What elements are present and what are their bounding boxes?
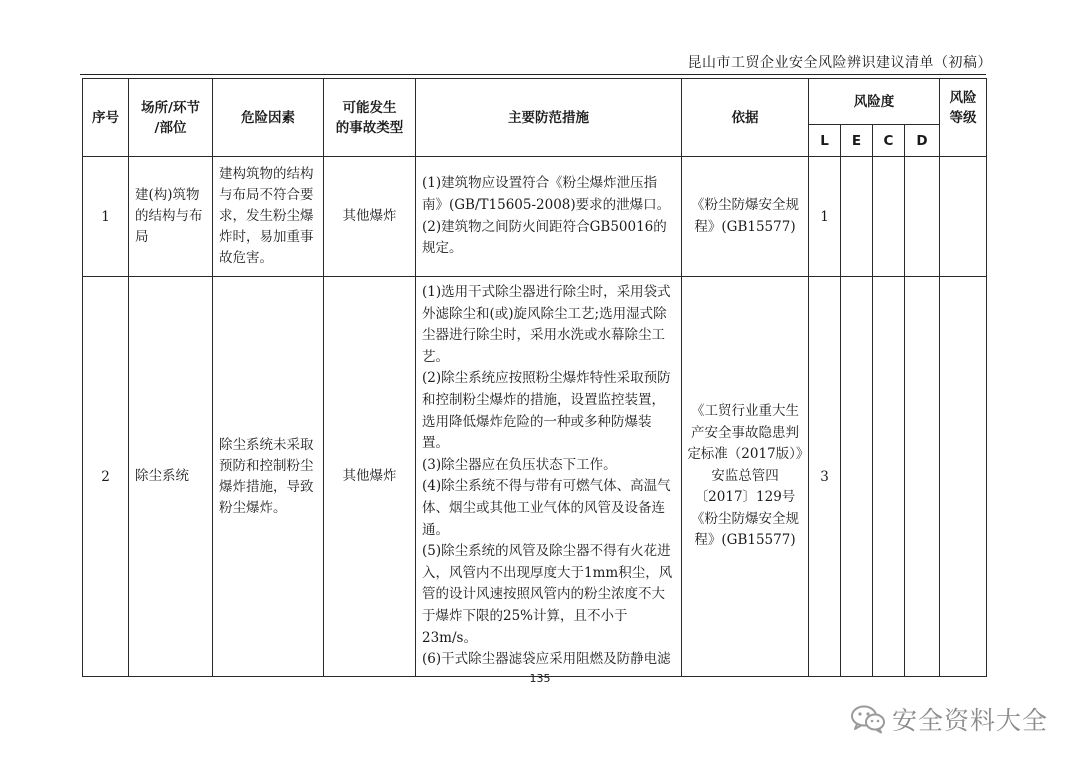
watermark xyxy=(850,701,1048,737)
row-C xyxy=(873,277,905,677)
measures-clip xyxy=(422,282,675,668)
row-level xyxy=(940,277,987,677)
row-D xyxy=(905,277,940,677)
header-location xyxy=(129,79,213,157)
row-level xyxy=(940,157,987,277)
row-basis: 《粉尘防爆安全规程》(GB15577) xyxy=(682,157,809,277)
row-location: 建(构)筑物的结构与布局 xyxy=(129,157,213,277)
header-accident-line2: 的事故类型 xyxy=(335,119,404,136)
row-measures xyxy=(416,277,682,677)
row-accident: 其他爆炸 xyxy=(324,157,416,277)
row-seq: 1 xyxy=(83,157,129,277)
measure-item: (4)除尘系统不得与带有可燃气体、高温气体、烟尘或其他工业气体的风管及设备连通。 xyxy=(422,478,671,538)
row-location: 除尘系统 xyxy=(129,277,213,677)
row-basis: 《工贸行业重大生产安全事故隐患判定标准（2017版）》安监总管四〔2017〕129号《粉尘防爆安全规程》(GB15577) xyxy=(682,277,809,677)
document-title: 昆山市工贸企业安全风险辨识建议清单（初稿） xyxy=(687,55,992,71)
header-measures: 主要防范措施 xyxy=(416,79,682,157)
table-row xyxy=(83,157,987,277)
row-E xyxy=(841,157,873,277)
header-L: L xyxy=(809,125,841,157)
row-L: 3 xyxy=(809,277,841,677)
row-C xyxy=(873,157,905,277)
row-L: 1 xyxy=(809,157,841,277)
title-rule xyxy=(80,74,986,75)
header-risk-level xyxy=(940,79,987,157)
row-hazard: 建构筑物的结构与布局不符合要求，发生粉尘爆炸时，易加重事故危害。 xyxy=(213,157,324,277)
measure-item: (5)除尘系统的风管及除尘器不得有火花进入，风管内不出现厚度大于1mm积尘，风管的设计风速按照风管内的粉尘浓度不大于爆炸下限的25%计算，且不小于23m/s。 xyxy=(422,543,673,646)
row-seq: 2 xyxy=(83,277,129,677)
watermark-text: 安全资料大全 xyxy=(891,706,1048,735)
header-D: D xyxy=(905,125,940,157)
header-seq: 序号 xyxy=(83,79,129,157)
header-basis: 依据 xyxy=(682,79,809,157)
header-location-line1: 场所/环节 xyxy=(141,99,200,116)
measure-item: (3)除尘器应在负压状态下工作。 xyxy=(422,456,617,473)
measure-item: (1)选用干式除尘器进行除尘时，采用袋式外滤除尘和(或)旋风除尘工艺;选用湿式除尘器进行除尘时，采用水洗或水幕除尘工艺。 xyxy=(422,284,671,365)
table-row xyxy=(83,277,987,677)
risk-table xyxy=(82,78,987,677)
header-C: C xyxy=(873,125,905,157)
header-level-line2: 等级 xyxy=(949,110,977,126)
row-D xyxy=(905,157,940,277)
header-E: E xyxy=(841,125,873,157)
table-header xyxy=(83,79,987,157)
measure-item: (2)建筑物之间防火间距符合GB50016的规定。 xyxy=(422,218,667,257)
row-hazard: 除尘系统未采取预防和控制粉尘爆炸措施，导致粉尘爆炸。 xyxy=(213,277,324,677)
measure-item: (1)建筑物应设置符合《粉尘爆炸泄压指南》(GB/T15605-2008)要求的泄爆口。 xyxy=(422,175,671,213)
header-risk-degree: 风险度 xyxy=(809,79,940,125)
wechat-icon xyxy=(850,704,886,734)
header-level-line1: 风险 xyxy=(949,90,977,106)
header-accident-line1: 可能发生 xyxy=(342,99,397,116)
measure-item: (6)干式除尘器滤袋应采用阻燃及防静电滤 xyxy=(422,651,671,668)
header-accident xyxy=(324,79,416,157)
measure-item: (2)除尘系统应按照粉尘爆炸特性采取预防和控制粉尘爆炸的措施，设置监控装置，选用降低爆炸危险的一种或多种防爆装置。 xyxy=(422,370,671,452)
header-location-line2: /部位 xyxy=(154,119,187,136)
row-measures xyxy=(416,157,682,277)
row-accident: 其他爆炸 xyxy=(324,277,416,677)
row-E xyxy=(841,277,873,677)
page-number: 135 xyxy=(529,672,551,685)
header-hazard: 危险因素 xyxy=(213,79,324,157)
